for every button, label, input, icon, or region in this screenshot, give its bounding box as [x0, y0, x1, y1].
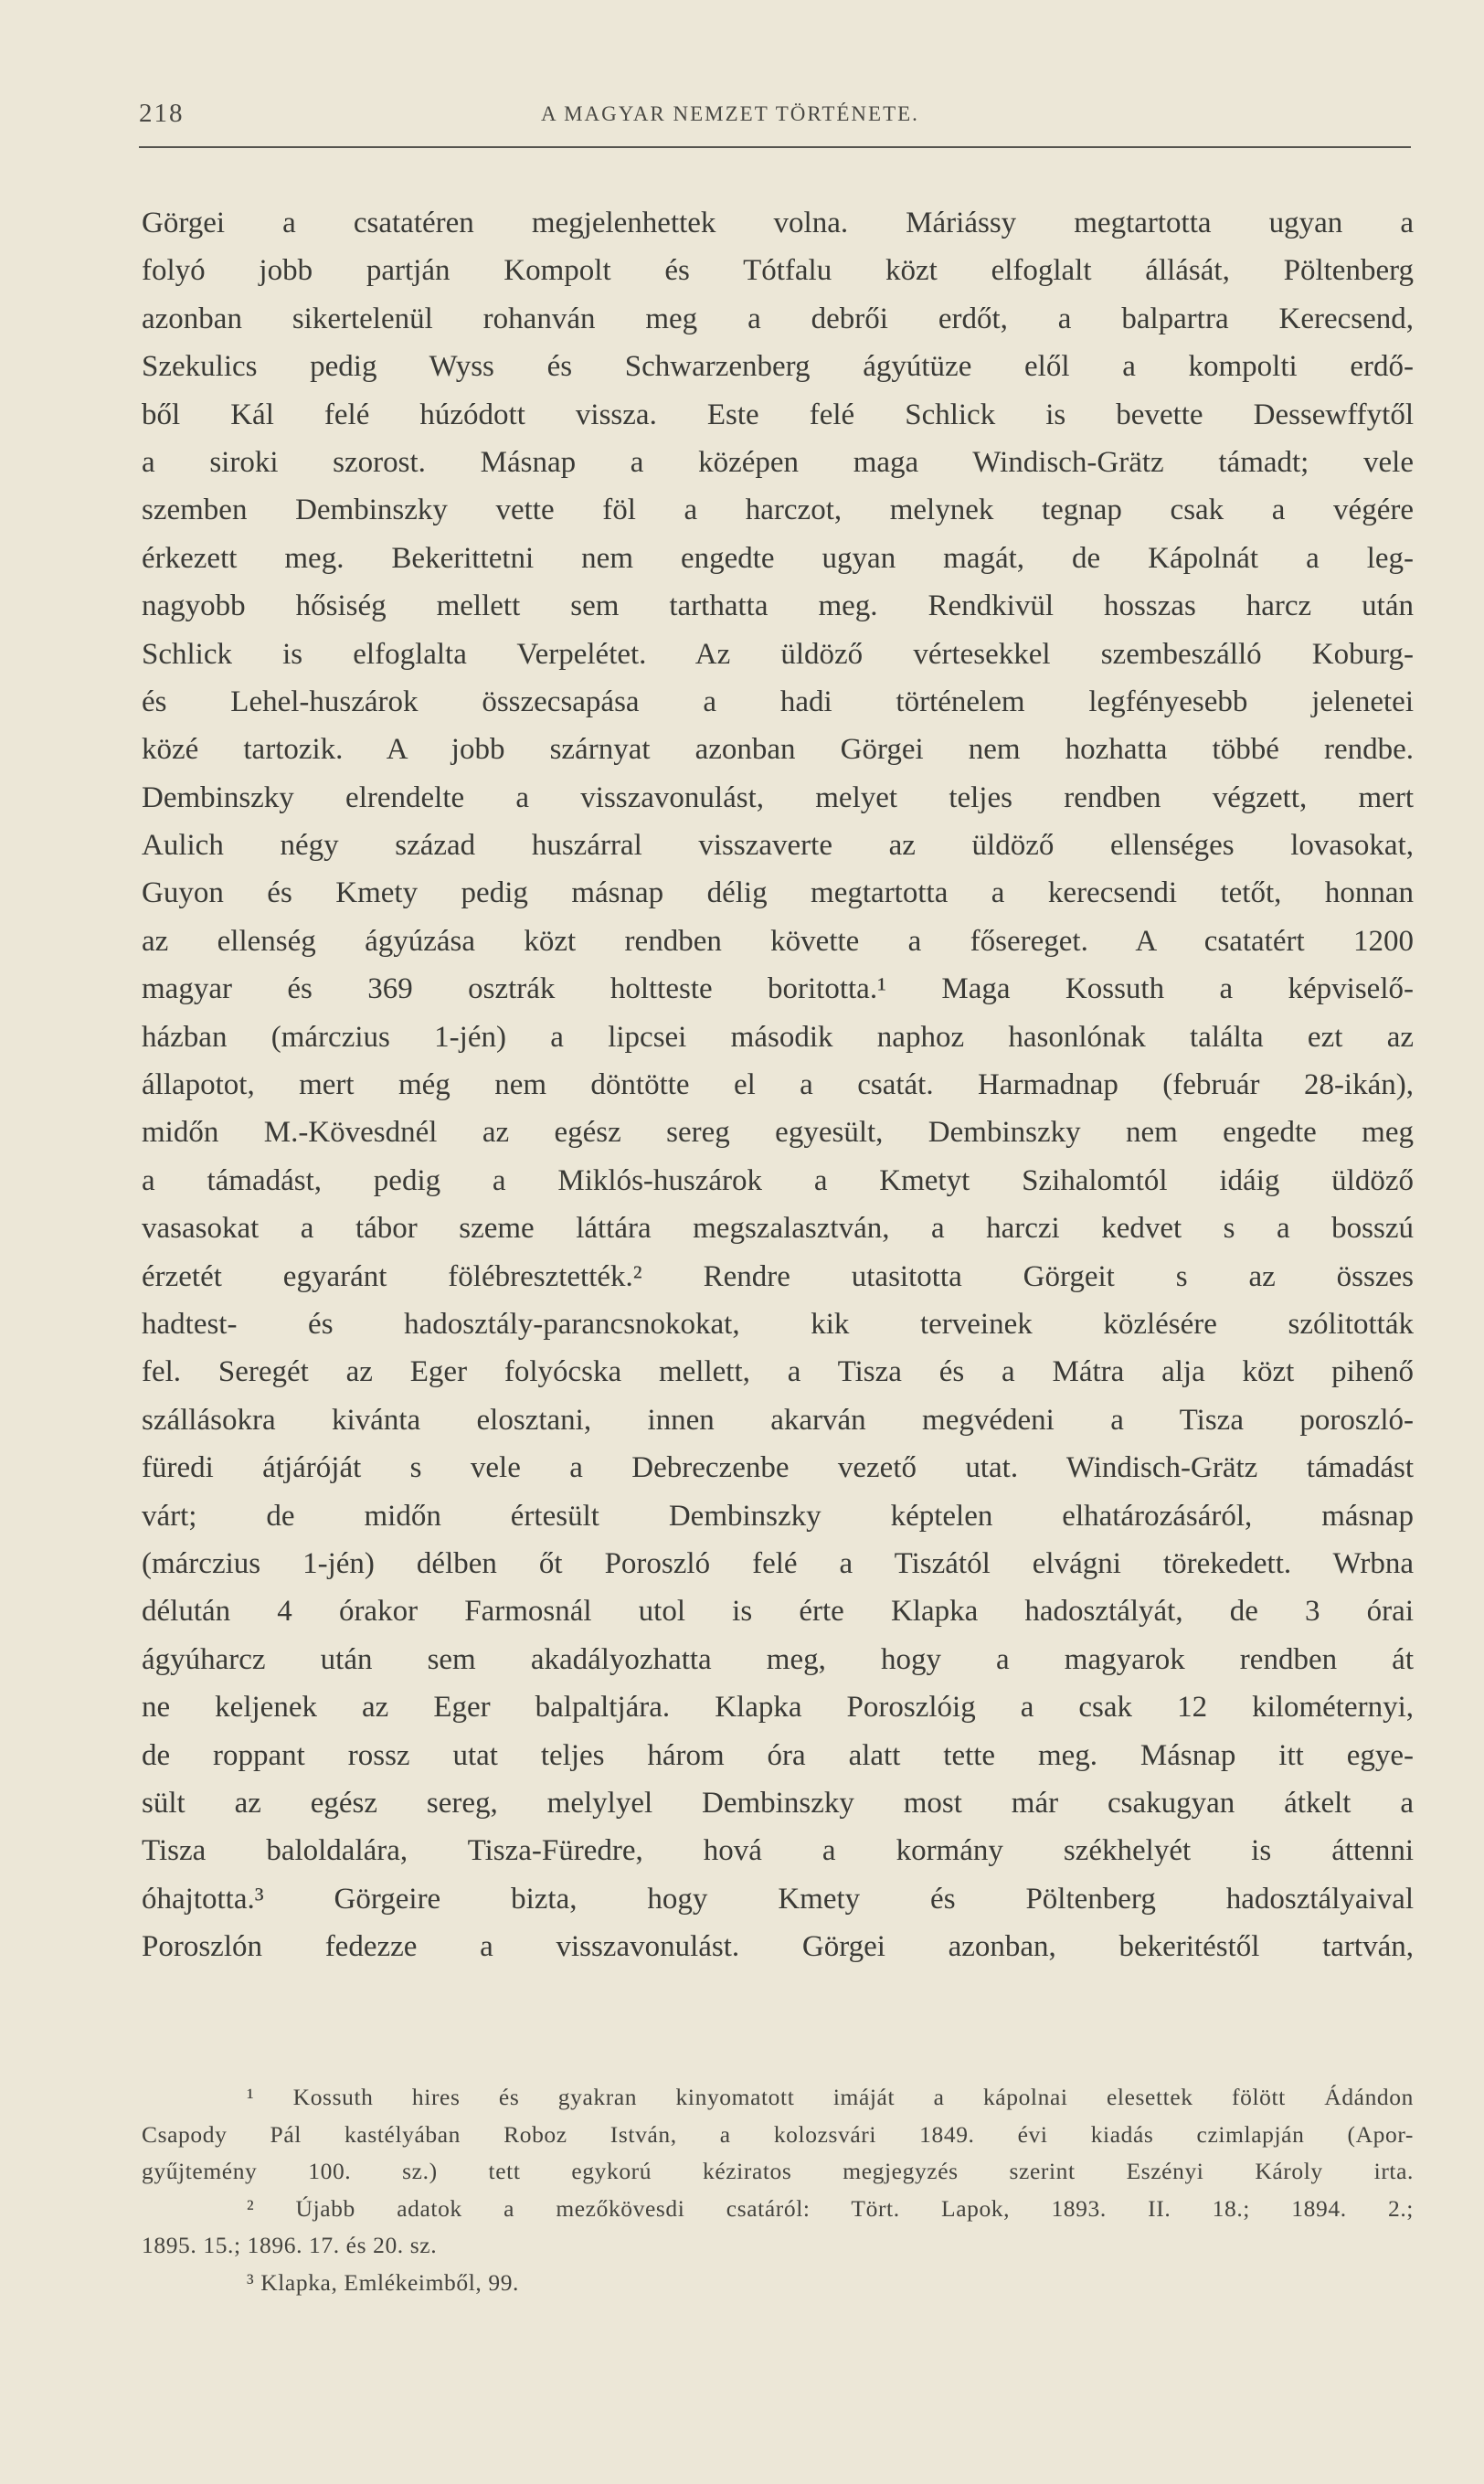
running-title: A MAGYAR NEMZET TÖRTÉNETE.	[541, 102, 919, 125]
body-line: füredi átjáróját s vele a Debreczenbe vezető utat. Windisch-Grätz támadást	[142, 1451, 1414, 1485]
footnote-line: gyűjtemény 100. sz.) tett egykorú kéziratos megjegyzés szerint Eszényi Károly irta.	[142, 2158, 1414, 2184]
body-line: délután 4 órakor Farmosnál utol is érte Klapka hadosztályát, de 3 órai	[142, 1595, 1414, 1629]
body-line: Guyon és Kmety pedig másnap délig megtartotta a kerecsendi tetőt, honnan	[142, 876, 1414, 910]
body-line: Tisza baloldalára, Tisza-Füredre, hová a kormány székhelyét is áttenni	[142, 1834, 1414, 1868]
page-number: 218	[139, 99, 185, 128]
body-line: ágyúharcz után sem akadályozhatta meg, hogy a magyarok rendben át	[142, 1642, 1414, 1676]
body-line: Szekulics pedig Wyss és Schwarzenberg ágyútüze elől a kompolti erdő-	[142, 350, 1414, 384]
body-line: és Lehel-huszárok összecsapása a hadi történelem legfényesebb jelenetei	[142, 685, 1414, 718]
body-line: sült az egész sereg, melylyel Dembinszky most már csakugyan átkelt a	[142, 1786, 1414, 1820]
body-line: szállásokra kivánta elosztani, innen akarván megvédeni a Tisza poroszló-	[142, 1403, 1414, 1437]
body-line: óhajtotta.³ Görgeire bizta, hogy Kmety és Pöltenberg hadosztályaival	[142, 1882, 1414, 1916]
footnote-line: ³ Klapka, Emlékeimből, 99.	[247, 2268, 520, 2296]
body-line: Aulich négy század huszárral visszaverte az üldöző ellenséges lovasokat,	[142, 829, 1414, 863]
footnote-line: 1895. 15.; 1896. 17. és 20. sz.	[142, 2232, 438, 2258]
body-line: folyó jobb partján Kompolt és Tótfalu közt elfoglalt állását, Pöltenberg	[142, 254, 1414, 288]
body-line: várt; de midőn értesült Dembinszky képtelen elhatározásáról, másnap	[142, 1499, 1414, 1533]
body-line: magyar és 369 osztrák holtteste boritotta.¹ Maga Kossuth a képviselő-	[142, 972, 1414, 1006]
body-line: hadtest- és hadosztály-parancsnokokat, kik terveinek közlésére szólitották	[142, 1307, 1414, 1341]
body-line: érzetét egyaránt fölébresztették.² Rendre utasitotta Görgeit s az összes	[142, 1259, 1414, 1293]
body-line: érkezett meg. Bekerittetni nem engedte ugyan magát, de Kápolnát a leg-	[142, 541, 1414, 575]
body-text	[142, 199, 1414, 1970]
page-header	[139, 91, 1411, 148]
body-line: (márczius 1-jén) délben őt Poroszló felé a Tiszától elvágni törekedett. Wrbna	[142, 1546, 1414, 1580]
body-line: midőn M.-Kövesdnél az egész sereg egyesült, Dembinszky nem engedte meg	[142, 1116, 1414, 1150]
body-line: Schlick is elfoglalta Verpelétet. Az üldöző vértesekkel szembeszálló Koburg-	[142, 637, 1414, 671]
body-line: fel. Seregét az Eger folyócska mellett, a Tisza és a Mátra alja közt pihenő	[142, 1355, 1414, 1389]
body-line: a támadást, pedig a Miklós-huszárok a Kmetyt Szihalomtól idáig üldöző	[142, 1163, 1414, 1197]
footnote-line: ¹ Kossuth hires és gyakran kinyomatott imáját a kápolnai elesettek fölött Ádándon	[247, 2084, 1414, 2110]
footnotes	[142, 2079, 1414, 2301]
body-line: a siroki szorost. Másnap a középen maga Windisch-Grätz támadt; vele	[142, 445, 1414, 479]
body-line: de roppant rossz utat teljes három óra alatt tette meg. Másnap itt egye-	[142, 1738, 1414, 1772]
body-line: házban (márczius 1-jén) a lipcsei második naphoz hasonlónak találta ezt az	[142, 1020, 1414, 1054]
body-line: közé tartozik. A jobb szárnyat azonban Görgei nem hozhatta többé rendbe.	[142, 733, 1414, 767]
body-line: vasasokat a tábor szeme láttára megszalasztván, a harczi kedvet s a bosszú	[142, 1212, 1414, 1246]
body-line: az ellenség ágyúzása közt rendben követte a fősereget. A csatatért 1200	[142, 924, 1414, 958]
footnote-line: Csapody Pál kastélyában Roboz István, a kolozsvári 1849. évi kiadás czimlapján (Apor-	[142, 2120, 1414, 2148]
body-line: állapotot, mert még nem döntötte el a csatát. Harmadnap (február 28-ikán),	[142, 1068, 1414, 1102]
body-line: szemben Dembinszky vette föl a harczot, melynek tegnap csak a végére	[142, 494, 1414, 527]
body-line: nagyobb hősiség mellett sem tarthatta meg. Rendkivül hosszas harcz után	[142, 589, 1414, 623]
body-line: Görgei a csatatéren megjelenhettek volna. Máriássy megtartotta ugyan a	[142, 207, 1414, 239]
footnote-line: ² Újabb adatok a mezőkövesdi csatáról: Tört. Lapok, 1893. II. 18.; 1894. 2.;	[247, 2194, 1414, 2222]
body-line: ne keljenek az Eger balpaltjára. Klapka Poroszlóig a csak 12 kilométernyi,	[142, 1691, 1414, 1725]
body-line: ből Kál felé húzódott vissza. Este felé Schlick is bevette Dessewffytől	[142, 398, 1414, 431]
body-line: azonban sikertelenül rohanván meg a debrői erdőt, a balpartra Kerecsend,	[142, 302, 1414, 335]
body-line: Dembinszky elrendelte a visszavonulást, melyet teljes rendben végzett, mert	[142, 780, 1414, 814]
body-line: Poroszlón fedezze a visszavonulást. Görgei azonban, bekeritéstől tartván,	[142, 1930, 1414, 1964]
